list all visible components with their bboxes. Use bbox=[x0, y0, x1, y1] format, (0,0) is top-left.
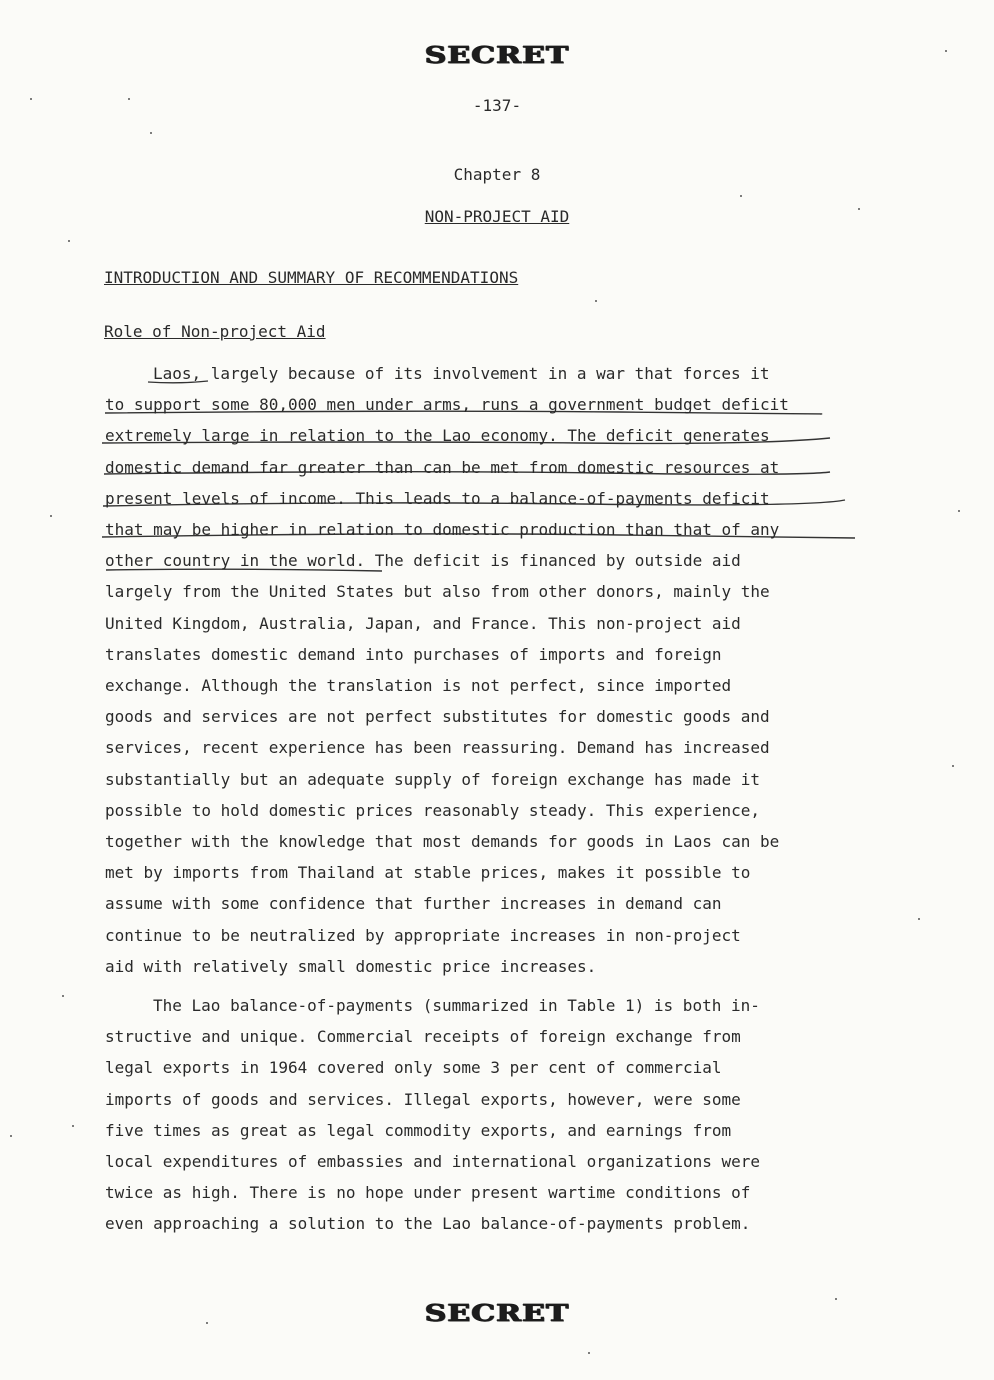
paragraph-role-of-aid bbox=[105, 358, 830, 982]
text-line: domestic demand far greater than can be met from domestic resources at bbox=[105, 457, 780, 477]
text-line: structive and unique. Commercial receipts of foreign exchange from bbox=[105, 1027, 741, 1047]
text-line: exchange. Although the translation is not perfect, since imported bbox=[105, 676, 732, 696]
text-line: possible to hold domestic prices reasonably steady. This experience, bbox=[105, 800, 761, 820]
text-line: continue to be neutralized by appropriate increases in non-project bbox=[105, 925, 741, 945]
text-line: United Kingdom, Australia, Japan, and France. This non-project aid bbox=[105, 613, 741, 633]
text-line: assume with some confidence that further increases in demand can bbox=[105, 894, 722, 914]
section-heading: INTRODUCTION AND SUMMARY OF RECOMMENDATIONS bbox=[104, 268, 519, 287]
text-line: twice as high. There is no hope under present wartime conditions of bbox=[105, 1183, 751, 1203]
text-line: substantially but an adequate supply of foreign exchange has made it bbox=[105, 769, 761, 789]
text-line: together with the knowledge that most demands for goods in Laos can be bbox=[105, 832, 780, 852]
classification-stamp-top: SECRET bbox=[424, 41, 570, 70]
text-line: extremely large in relation to the Lao economy. The deficit generates bbox=[105, 426, 770, 446]
chapter-label: Chapter 8 bbox=[453, 165, 541, 184]
text-line: five times as great as legal commodity exports, and earnings from bbox=[105, 1120, 732, 1140]
text-line: goods and services are not perfect substitutes for domestic goods and bbox=[105, 707, 770, 727]
text-line: largely from the United States but also from other donors, mainly the bbox=[105, 582, 770, 602]
subsection-heading: Role of Non-project Aid bbox=[104, 322, 326, 341]
page-number: -137- bbox=[472, 96, 522, 115]
text-line: Laos, largely because of its involvement in a war that forces it bbox=[153, 364, 770, 383]
text-line: other country in the world. The deficit is financed by outside aid bbox=[105, 551, 741, 571]
classification-stamp-bottom: SECRET bbox=[424, 1299, 570, 1328]
text-line: translates domestic demand into purchases of imports and foreign bbox=[105, 644, 722, 664]
text-line: services, recent experience has been reassuring. Demand has increased bbox=[105, 738, 770, 758]
text-line: imports of goods and services. Illegal exports, however, were some bbox=[105, 1089, 741, 1109]
text-line: local expenditures of embassies and international organizations were bbox=[105, 1152, 761, 1172]
text-line: The Lao balance-of-payments (summarized in Table 1) is both in- bbox=[153, 996, 760, 1015]
text-line: even approaching a solution to the Lao balance-of-payments problem. bbox=[105, 1214, 751, 1234]
text-line: met by imports from Thailand at stable prices, makes it possible to bbox=[105, 863, 751, 883]
text-line: legal exports in 1964 covered only some 3 per cent of commercial bbox=[105, 1058, 722, 1078]
text-line: aid with relatively small domestic price increases. bbox=[105, 956, 597, 976]
paragraph-balance-of-payments bbox=[105, 990, 830, 1240]
chapter-title: NON-PROJECT AID bbox=[424, 207, 570, 226]
text-line: to support some 80,000 men under arms, runs a government budget deficit bbox=[105, 395, 789, 415]
text-line: present levels of income. This leads to a balance-of-payments deficit bbox=[105, 488, 770, 508]
text-line: that may be higher in relation to domestic production than that of any bbox=[105, 520, 780, 540]
